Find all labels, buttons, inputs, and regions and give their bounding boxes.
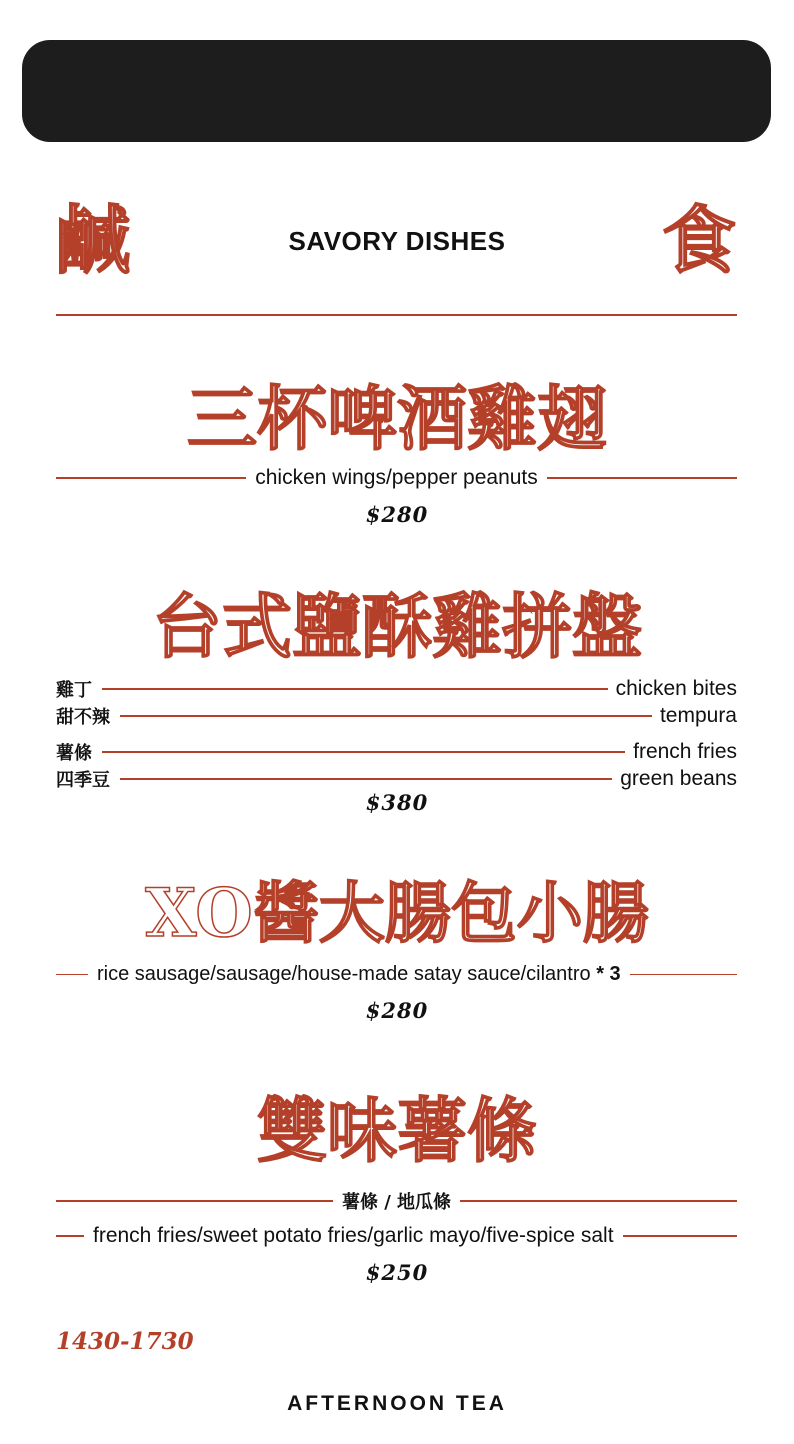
dish-description: chicken wings/pepper peanuts [255,466,538,489]
dish-description: french fries/sweet potato fries/garlic mayo/five-spice salt [93,1224,614,1247]
platter-item [56,703,737,729]
item-name-zh: 薯條 [56,743,92,764]
header-bar [22,40,771,142]
leader-line [120,715,652,717]
platter-item [56,676,737,702]
divider-line [56,1200,333,1202]
item-name-en: chicken bites [615,677,737,700]
leader-line [102,751,625,753]
platter-item [56,739,737,765]
platter-item [56,766,737,792]
quantity-label: * 3 [596,963,621,985]
dish-description: rice sausage/sausage/house-made satay sauce/cilantro [97,963,591,985]
dish-description-row [56,466,737,490]
footer-label: AFTERNOON TEA [287,1392,507,1415]
dish-name: XO醬大腸包小腸 [145,874,649,952]
item-name-en: french fries [633,740,737,763]
dish-name: 雙味薯條 [257,1089,537,1172]
dish-description-row [56,1224,737,1248]
item-name-zh: 四季豆 [56,770,110,791]
divider-line [547,477,737,479]
item-name-en: green beans [620,767,737,790]
dish-name: 台式鹽酥雞拼盤 [152,585,642,668]
divider-line [56,974,88,976]
dish-price: $380 [365,790,429,815]
dish-subtitle-row [56,1188,737,1214]
divider-line [630,974,737,976]
service-hours: 1430-1730 [56,1328,194,1355]
header-divider [56,314,737,316]
leader-line [120,778,612,780]
divider-line [623,1235,737,1237]
item-name-zh: 甜不辣 [56,707,110,728]
divider-line [56,477,246,479]
dish-name: 三杯啤酒雞翅 [187,377,607,460]
dish-price: $280 [365,502,429,527]
divider-line [56,1235,84,1237]
section-title: SAVORY DISHES [288,226,506,256]
divider-line [460,1200,737,1202]
dish-price: $250 [365,1260,429,1285]
dish-price: $280 [365,998,429,1023]
leader-line [102,688,608,690]
corner-character-left: 鹹 [56,198,130,284]
corner-character-right: 食 [662,198,736,284]
dish-description-row [56,963,737,986]
item-name-en: tempura [659,704,737,727]
item-name-zh: 雞丁 [56,680,92,701]
dish-description-group [88,963,630,986]
dish-subtitle: 薯條 / 地瓜條 [341,1192,452,1213]
